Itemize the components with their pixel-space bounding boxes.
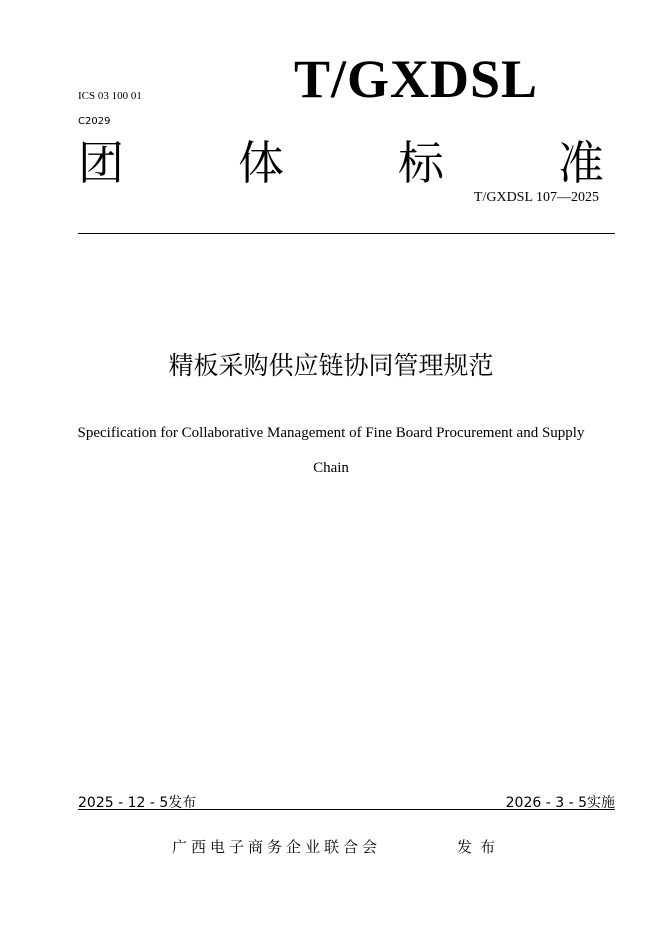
document-type-heading: [78, 138, 604, 188]
header-divider: [78, 233, 615, 234]
publisher-name: 广西电子商务企业联合会: [172, 838, 382, 856]
title-chinese: 精板采购供应链协同管理规范: [168, 351, 494, 380]
ics-code: ICS 03 100 01: [78, 90, 142, 102]
standard-number: T/GXDSL 107—2025: [473, 190, 599, 205]
implementation-date: 2026 - 3 - 5实施: [505, 795, 615, 811]
doc-type-char-4: 准: [558, 136, 604, 190]
title-english-line1: Specification for Collaborative Management of Fine Board Procurement and Supply: [77, 425, 585, 441]
publish-label: 发布: [457, 838, 504, 856]
doc-type-char-3: 标: [398, 136, 444, 190]
issue-date: 2025 - 12 - 5发布: [78, 795, 197, 811]
title-english-line2: Chain: [313, 460, 349, 476]
doc-type-char-2: 体: [238, 136, 284, 190]
ccs-code: C2029: [78, 116, 111, 127]
standard-brand: T/GXDSL: [294, 49, 539, 109]
doc-type-char-1: 团: [78, 136, 124, 190]
footer-divider: [78, 809, 615, 810]
